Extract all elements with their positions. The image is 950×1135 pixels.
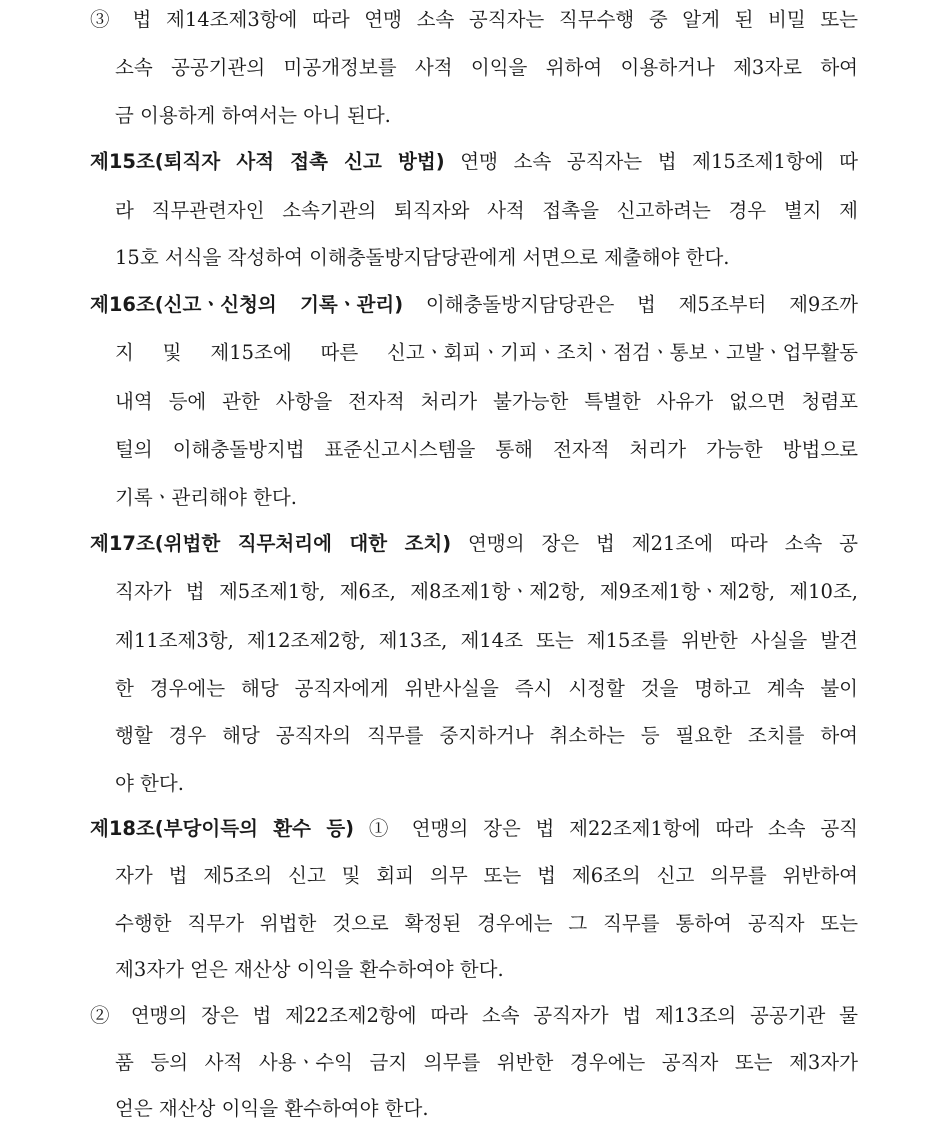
article-17-heading: 제17조(위법한 직무처리에 대한 조치) xyxy=(90,532,452,555)
paragraph-6-line-1: ② 연맹의 장은 법 제22조제2항에 따라 소속 공직자가 법 제13조의 공공기관 물 xyxy=(90,1004,858,1027)
paragraph-1-line-1: ③ 법 제14조제3항에 따라 연맹 소속 공직자는 직무수행 중 알게 된 비밀 또는 xyxy=(90,8,858,31)
article-17-text: 연맹의 장은 법 제21조에 따라 소속 공 xyxy=(451,532,858,555)
article-18-heading: 제18조(부당이득의 환수 등) xyxy=(90,817,355,840)
article-17-line-4: 한 경우에는 해당 공직자에게 위반사실을 즉시 시정할 것을 명하고 계속 불이 xyxy=(115,677,858,700)
article-18-line-2: 자가 법 제5조의 신고 및 회피 의무 또는 법 제6조의 신고 의무를 위반하여 xyxy=(115,864,858,887)
article-16-heading: 제16조(신고ㆍ신청의 기록ㆍ관리) xyxy=(90,293,404,316)
article-15-heading: 제15조(퇴직자 사적 접촉 신고 방법) xyxy=(90,150,445,173)
article-17-line-3: 제11조제3항, 제12조제2항, 제13조, 제14조 또는 제15조를 위반한 사실을 발견 xyxy=(115,629,858,652)
article-16-text: 이해충돌방지담당관은 법 제5조부터 제9조까 xyxy=(403,293,858,316)
article-16-first-line xyxy=(90,291,858,319)
article-16-line-3: 내역 등에 관한 사항을 전자적 처리가 불가능한 특별한 사유가 없으면 청렴포 xyxy=(115,390,858,413)
article-17-first-line xyxy=(90,530,858,558)
article-18-text: ① 연맹의 장은 법 제22조제1항에 따라 소속 공직 xyxy=(354,817,858,840)
paragraph-1-line-2: 소속 공공기관의 미공개정보를 사적 이익을 위하여 이용하거나 제3자로 하여 xyxy=(115,56,858,79)
paragraph-1-line-3: 금 이용하게 하여서는 아니 된다. xyxy=(115,104,391,127)
article-15-line-2: 라 직무관련자인 소속기관의 퇴직자와 사적 접촉을 신고하려는 경우 별지 제 xyxy=(115,199,858,222)
article-18-line-3: 수행한 직무가 위법한 것으로 확정된 경우에는 그 직무를 통하여 공직자 또는 xyxy=(115,912,858,935)
article-15-line-3: 15호 서식을 작성하여 이해충돌방지담당관에게 서면으로 제출해야 한다. xyxy=(115,246,730,269)
article-18-first-line xyxy=(90,815,858,843)
paragraph-6-line-2: 품 등의 사적 사용ㆍ수익 금지 의무를 위반한 경우에는 공직자 또는 제3자가 xyxy=(115,1051,858,1074)
article-17-line-5: 행할 경우 해당 공직자의 직무를 중지하거나 취소하는 등 필요한 조치를 하여 xyxy=(115,724,858,747)
article-17-line-2: 직자가 법 제5조제1항, 제6조, 제8조제1항ㆍ제2항, 제9조제1항ㆍ제2항, 제10조, xyxy=(115,580,858,603)
article-18-line-4: 제3자가 얻은 재산상 이익을 환수하여야 한다. xyxy=(115,958,504,981)
article-16-line-4: 털의 이해충돌방지법 표준신고시스템을 통해 전자적 처리가 가능한 방법으로 xyxy=(115,438,858,461)
article-16-line-5: 기록ㆍ관리해야 한다. xyxy=(115,486,297,509)
article-15-first-line xyxy=(90,148,858,176)
article-17-line-6: 야 한다. xyxy=(115,772,184,795)
article-16-line-2: 지 및 제15조에 따른 신고ㆍ회피ㆍ기피ㆍ조치ㆍ점검ㆍ통보ㆍ고발ㆍ업무활동 xyxy=(115,341,858,364)
paragraph-6-line-3: 얻은 재산상 이익을 환수하여야 한다. xyxy=(115,1097,429,1120)
article-15-text: 연맹 소속 공직자는 법 제15조제1항에 따 xyxy=(444,150,859,173)
